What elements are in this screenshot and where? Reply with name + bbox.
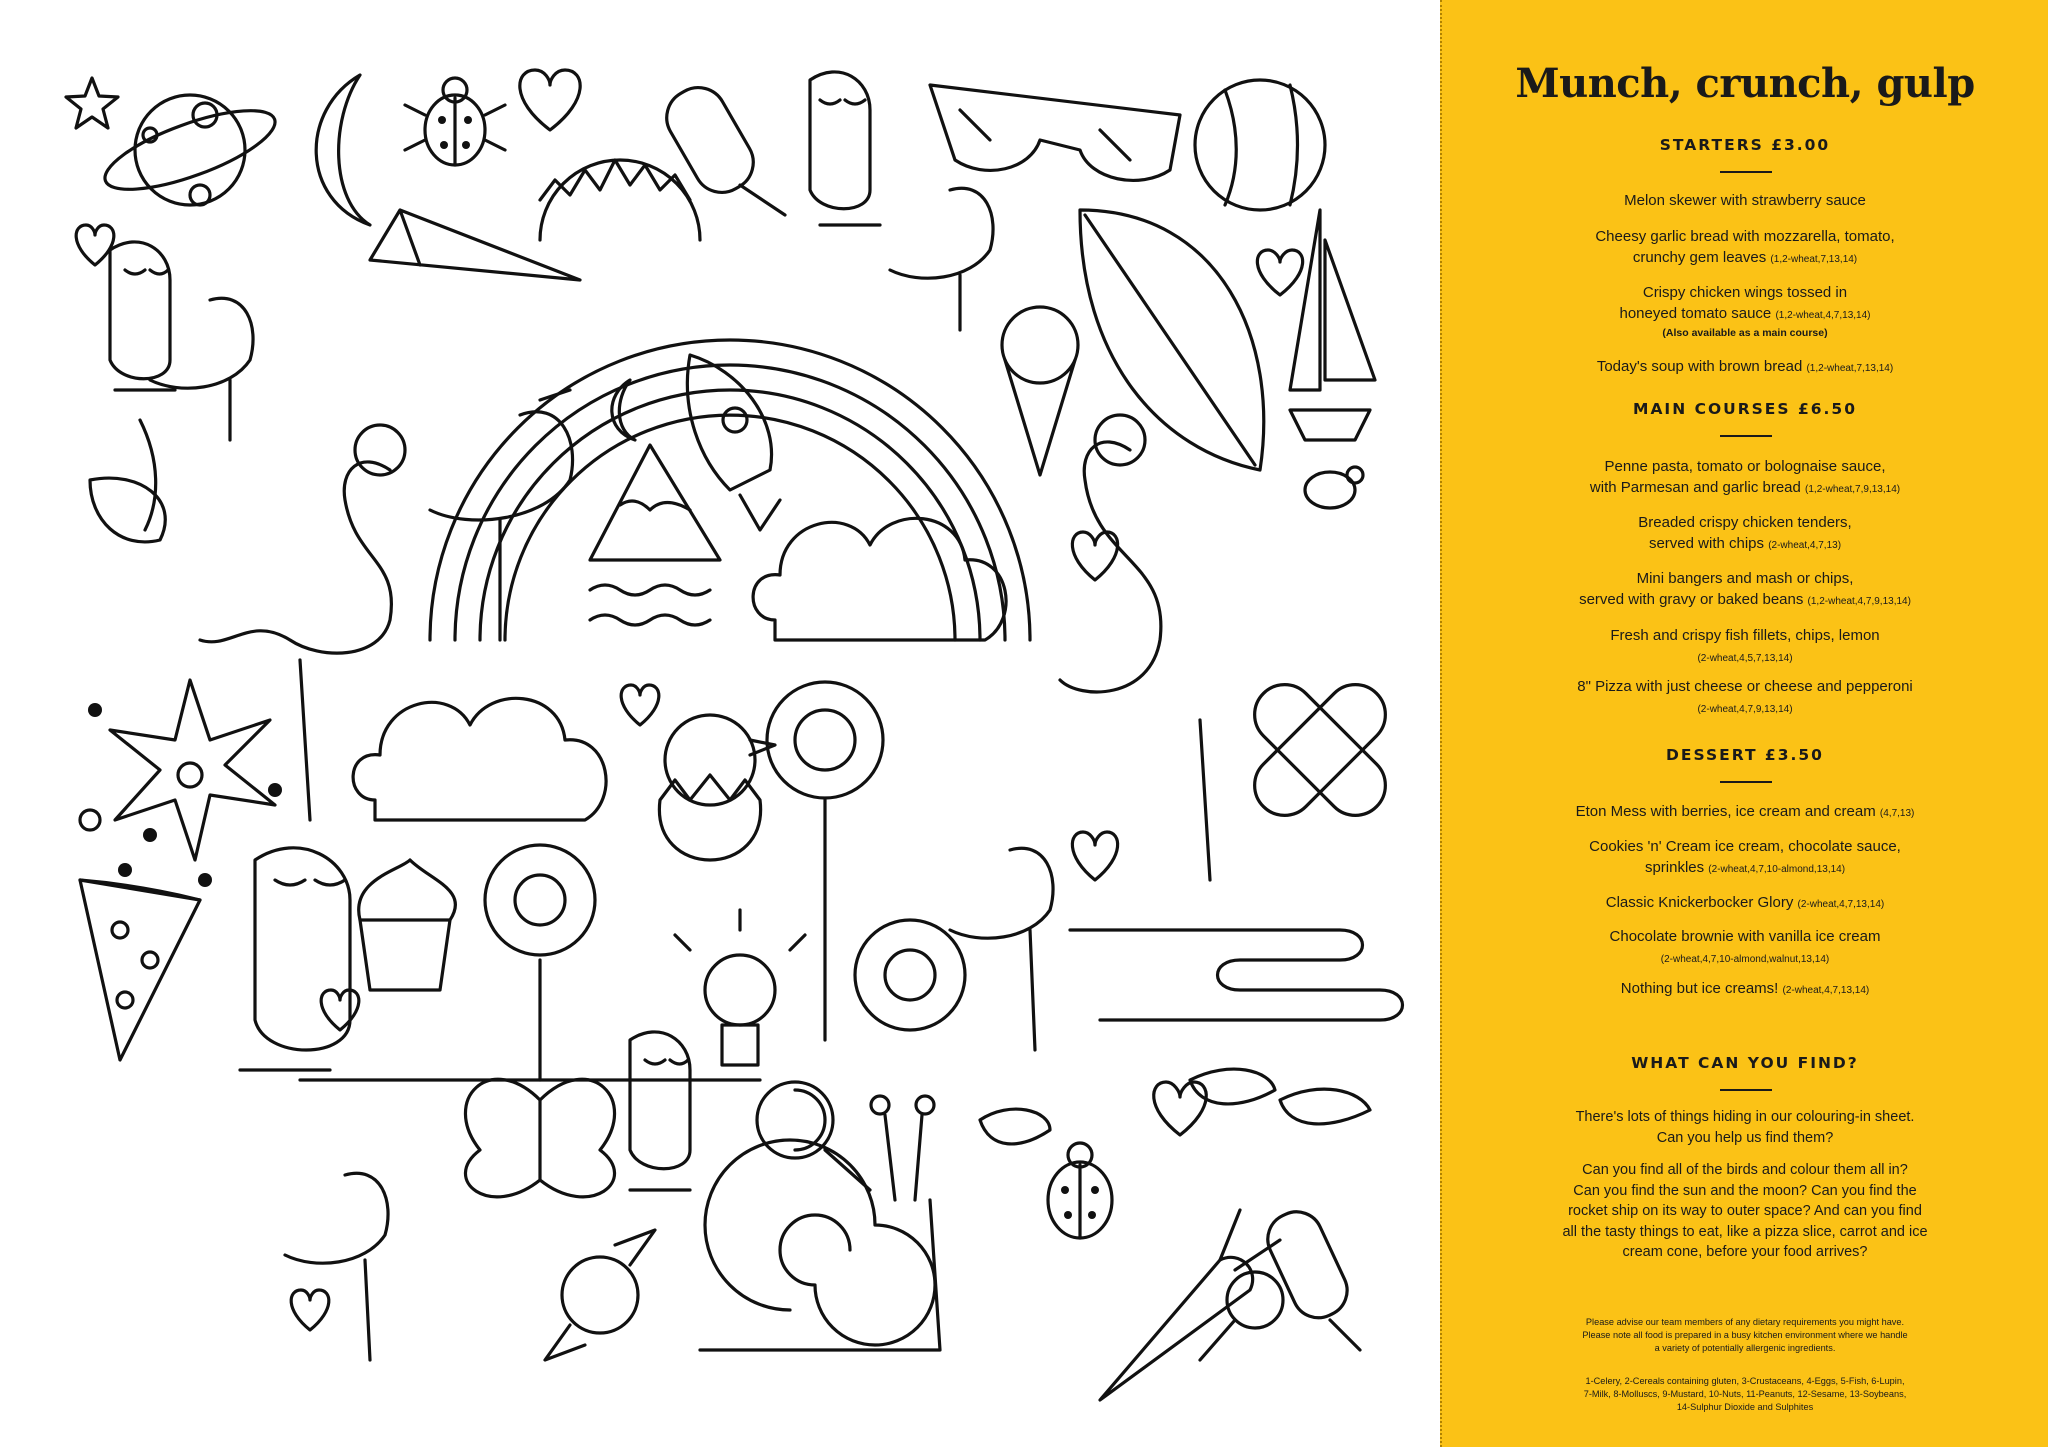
owl-icon (240, 848, 350, 1070)
divider (1720, 171, 1772, 173)
menu-item: Today's soup with brown bread (1,2-wheat,7,13,14) (1596, 358, 1894, 375)
menu-item: Classic Knickerbocker Glory (2-wheat,4,7,13,14) (1605, 894, 1885, 911)
heart-icon (1154, 1082, 1207, 1135)
heart-icon (291, 1290, 329, 1330)
ladybird-icon (405, 78, 505, 165)
leaf-icon (1190, 1069, 1370, 1124)
star-icon (66, 78, 118, 128)
bee-icon (1305, 467, 1363, 508)
allergen-advice: Please advise our team members of any dietary requirements you might have. Please note all food is prepared in a busy kitchen environment where we handle a variety of potentially allergenic ingredients. (1582, 1317, 1908, 1353)
heart-icon (621, 685, 659, 725)
pizza-icon (80, 880, 200, 1060)
allergen-key: 1-Celery, 2-Cereals containing gluten, 3-Crustaceans, 4-Eggs, 5-Fish, 6-Lupin, 7-Milk, 8-Molluscs, 9-Mustard, 10-Nuts, 11-Peanuts, 12-Sesame, 13-Soybeans, 14-Sulphur Dioxide and Sulphites (1583, 1376, 1907, 1412)
carrot-icon (1100, 1210, 1280, 1400)
sweet-icon (545, 1230, 655, 1360)
rocket-icon (687, 355, 780, 530)
menu-item: Eton Mess with berries, ice cream and cream (4,7,13) (1575, 803, 1915, 820)
heart-icon (76, 225, 114, 265)
paper-plane-icon (370, 210, 580, 280)
cloud-icon (753, 518, 1006, 640)
cloud-icon (353, 698, 606, 820)
heart-icon (1072, 832, 1117, 880)
heart-icon (321, 990, 359, 1030)
menu-item: Penne pasta, tomato or bolognaise sauce, with Parmesan and garlic bread (1,2-wheat,7,9,13,14) (1589, 458, 1901, 496)
bird-icon (285, 1173, 388, 1360)
menu-title: Munch, crunch, gulp (1515, 60, 1975, 107)
bird-icon (430, 390, 573, 640)
owl-icon (110, 242, 175, 390)
flower-icon (485, 845, 595, 1080)
planet-icon (97, 95, 284, 205)
bird-icon (890, 188, 993, 330)
cupcake-icon (359, 860, 456, 990)
leaf-icon (90, 420, 165, 542)
beach-ball-icon (1195, 80, 1325, 210)
chick-icon (659, 715, 775, 860)
flamingo-icon (1060, 415, 1210, 880)
moon-icon (316, 75, 370, 225)
menu-item: Fresh and crispy fish fillets, chips, lemon (2-wheat,4,5,7,13,14) (1610, 627, 1880, 664)
plaster-icon (1242, 672, 1398, 828)
firework-icon (80, 680, 282, 887)
lightbulb-icon (675, 910, 805, 1065)
flower-icon (855, 920, 965, 1030)
ice-cream-icon (1002, 307, 1078, 475)
menu-item: Crispy chicken wings tossed in honeyed tomato sauce (1,2-wheat,4,7,13,14) (Also available as a main course) (1619, 284, 1871, 339)
butterfly-icon (465, 1079, 614, 1197)
menu-item: Chocolate brownie with vanilla ice cream (2-wheat,4,7,10-almond,walnut,13,14) (1609, 928, 1881, 965)
owl-icon (810, 72, 880, 225)
flower-icon (767, 682, 883, 1040)
dessert-heading: DESSERT £3.50 (1666, 746, 1824, 764)
sunglasses-icon (930, 85, 1180, 180)
sun-icon (540, 160, 700, 240)
divider (1720, 781, 1772, 783)
mains-heading: MAIN COURSES £6.50 (1633, 400, 1857, 418)
menu-panel (1440, 0, 2048, 1447)
menu-item: Mini bangers and mash or chips, served with gravy or baked beans (1,2-wheat,4,7,9,13,14) (1579, 570, 1911, 608)
menu-item: 8" Pizza with just cheese or cheese and pepperoni (2-wheat,4,7,9,13,14) (1577, 678, 1913, 715)
bird-icon (950, 848, 1053, 1050)
menu-item: Cookies 'n' Cream ice cream, chocolate sauce, sprinkles (2-wheat,4,7,10-almond,13,14) (1589, 838, 1901, 876)
leaf-icon (1080, 210, 1264, 470)
ice-lolly-icon (657, 77, 785, 215)
mountain-icon (590, 445, 720, 625)
wavy-path (1070, 930, 1403, 1020)
lollipop-icon (757, 1082, 870, 1190)
menu-item: Cheesy garlic bread with mozzarella, tomato, crunchy gem leaves (1,2-wheat,7,13,14) (1595, 228, 1895, 266)
find-intro: There's lots of things hiding in our colouring-in sheet. Can you help us find them? (1575, 1109, 1915, 1146)
find-questions: Can you find all of the birds and colour them all in? Can you find the sun and the moon? Can you find the rocket ship on its way to outer space? And can you find all the tasty things to eat, like a pizza slice, carrot and ice cream cone, before your food arrives? (1562, 1162, 1928, 1260)
owl-icon (630, 1032, 690, 1190)
ice-lolly-icon (1259, 1203, 1360, 1350)
menu-item: Breaded crispy chicken tenders, served with chips (2-wheat,4,7,13) (1638, 514, 1852, 552)
heart-icon (1257, 250, 1302, 295)
heart-icon (520, 70, 580, 130)
find-heading: WHAT CAN YOU FIND? (1631, 1054, 1859, 1072)
leaf-icon (980, 1109, 1050, 1144)
menu-item: Melon skewer with strawberry sauce (1624, 192, 1866, 209)
menu-item: Nothing but ice creams! (2-wheat,4,7,13,14) (1620, 980, 1870, 997)
divider (1720, 435, 1772, 437)
sailboat-icon (1290, 210, 1375, 440)
divider (1720, 1089, 1772, 1091)
starters-heading: STARTERS £3.00 (1659, 136, 1831, 154)
ladybird-icon (1048, 1143, 1112, 1238)
